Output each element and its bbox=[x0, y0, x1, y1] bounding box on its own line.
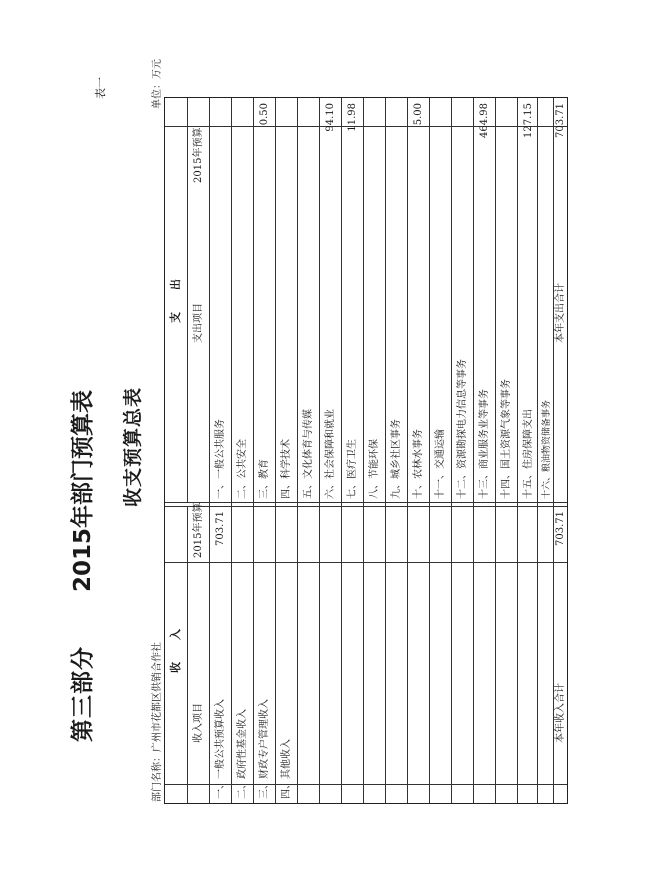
header-rule bbox=[187, 507, 188, 803]
income-row-label: 二、政府性基金收入 bbox=[237, 709, 248, 799]
expense-row-label: 八、节能环保 bbox=[369, 439, 380, 499]
row-rule bbox=[429, 98, 430, 803]
expense-row-label: 九、城乡社区事务 bbox=[391, 419, 402, 499]
row-rule bbox=[319, 98, 320, 803]
row-rule bbox=[253, 98, 254, 803]
expense-row-label: 十一、交通运输 bbox=[435, 429, 446, 499]
income-total-label: 本年收入合计 bbox=[555, 683, 566, 743]
department-name: 部门名称：广州市花都区供销合作社 bbox=[152, 642, 163, 802]
expense-row-value: 94.10 bbox=[325, 103, 336, 132]
row-rule bbox=[385, 98, 386, 803]
income-row-label: 一、一般公共预算收入 bbox=[215, 699, 226, 799]
expense-row-label: 六、社会保障和就业 bbox=[325, 409, 336, 499]
row-rule bbox=[495, 98, 496, 803]
expense-total-label: 本年支出合计 bbox=[555, 283, 566, 343]
expense-row-label: 十四、国土资源气象等事务 bbox=[501, 379, 512, 499]
row-rule bbox=[451, 98, 452, 803]
expense-row-label: 三、教育 bbox=[259, 459, 270, 499]
row-rule bbox=[231, 98, 232, 803]
row-rule bbox=[537, 98, 538, 803]
page-title: 2015年部门预算表 bbox=[70, 389, 96, 592]
row-rule bbox=[473, 98, 474, 803]
income-section-title: 收 入 bbox=[169, 629, 182, 673]
income-row-value: 703.71 bbox=[215, 511, 226, 546]
expense-row-value: 464.98 bbox=[479, 103, 490, 138]
expense-row-value: 127.15 bbox=[523, 103, 534, 138]
part-title: 第三部分 bbox=[70, 646, 96, 742]
budget-table bbox=[164, 97, 568, 804]
expense-row-label: 四、科学技术 bbox=[281, 439, 292, 499]
expense-row-label: 十二、资源勘探电力信息等事务 bbox=[457, 359, 468, 499]
expense-row-label: 二、公共安全 bbox=[237, 439, 248, 499]
expense-row-label: 一、一般公共服务 bbox=[215, 419, 226, 499]
income-budget-header: 2015年预算 bbox=[193, 502, 204, 558]
expense-row-value: 0.50 bbox=[259, 103, 270, 126]
expense-section-title: 支 出 bbox=[169, 279, 182, 323]
expense-total-value: 703.71 bbox=[555, 103, 566, 138]
row-rule bbox=[553, 98, 554, 803]
expense-row-label: 十、农林水事务 bbox=[413, 429, 424, 499]
row-rule bbox=[363, 98, 364, 803]
row-rule bbox=[517, 98, 518, 803]
expense-row-value: 5.00 bbox=[413, 103, 424, 126]
table-subtitle: 收支预算总表 bbox=[122, 386, 144, 507]
expense-row-label: 七、医疗卫生 bbox=[347, 439, 358, 499]
unit-label: 单位：万元 bbox=[152, 59, 163, 109]
header-rule bbox=[187, 98, 188, 503]
row-rule bbox=[341, 98, 342, 803]
row-rule bbox=[275, 98, 276, 803]
income-row-label: 四、其他收入 bbox=[281, 739, 292, 799]
income-row-label: 三、财政专户管理收入 bbox=[259, 699, 270, 799]
row-rule bbox=[297, 98, 298, 803]
row-rule bbox=[407, 98, 408, 803]
expense-row-value: 11.98 bbox=[347, 103, 358, 132]
col-divider bbox=[165, 506, 567, 507]
expense-row-label: 十三、商业服务业等事务 bbox=[479, 389, 490, 499]
expense-row-label: 五、文化体育与传媒 bbox=[303, 409, 314, 499]
income-item-header: 收入项目 bbox=[193, 703, 204, 743]
col-divider bbox=[165, 502, 567, 503]
expense-row-label: 十六、粮油物资储备事务 bbox=[542, 399, 552, 499]
header-rule bbox=[209, 98, 210, 803]
expense-row-label: 十五、住房保障支出 bbox=[523, 409, 534, 499]
col-divider bbox=[165, 126, 567, 127]
expense-budget-header: 2015年预算 bbox=[193, 127, 204, 183]
income-total-value: 703.71 bbox=[555, 511, 566, 546]
expense-item-header: 支出项目 bbox=[193, 303, 204, 343]
table-number: 表一 bbox=[94, 77, 107, 99]
